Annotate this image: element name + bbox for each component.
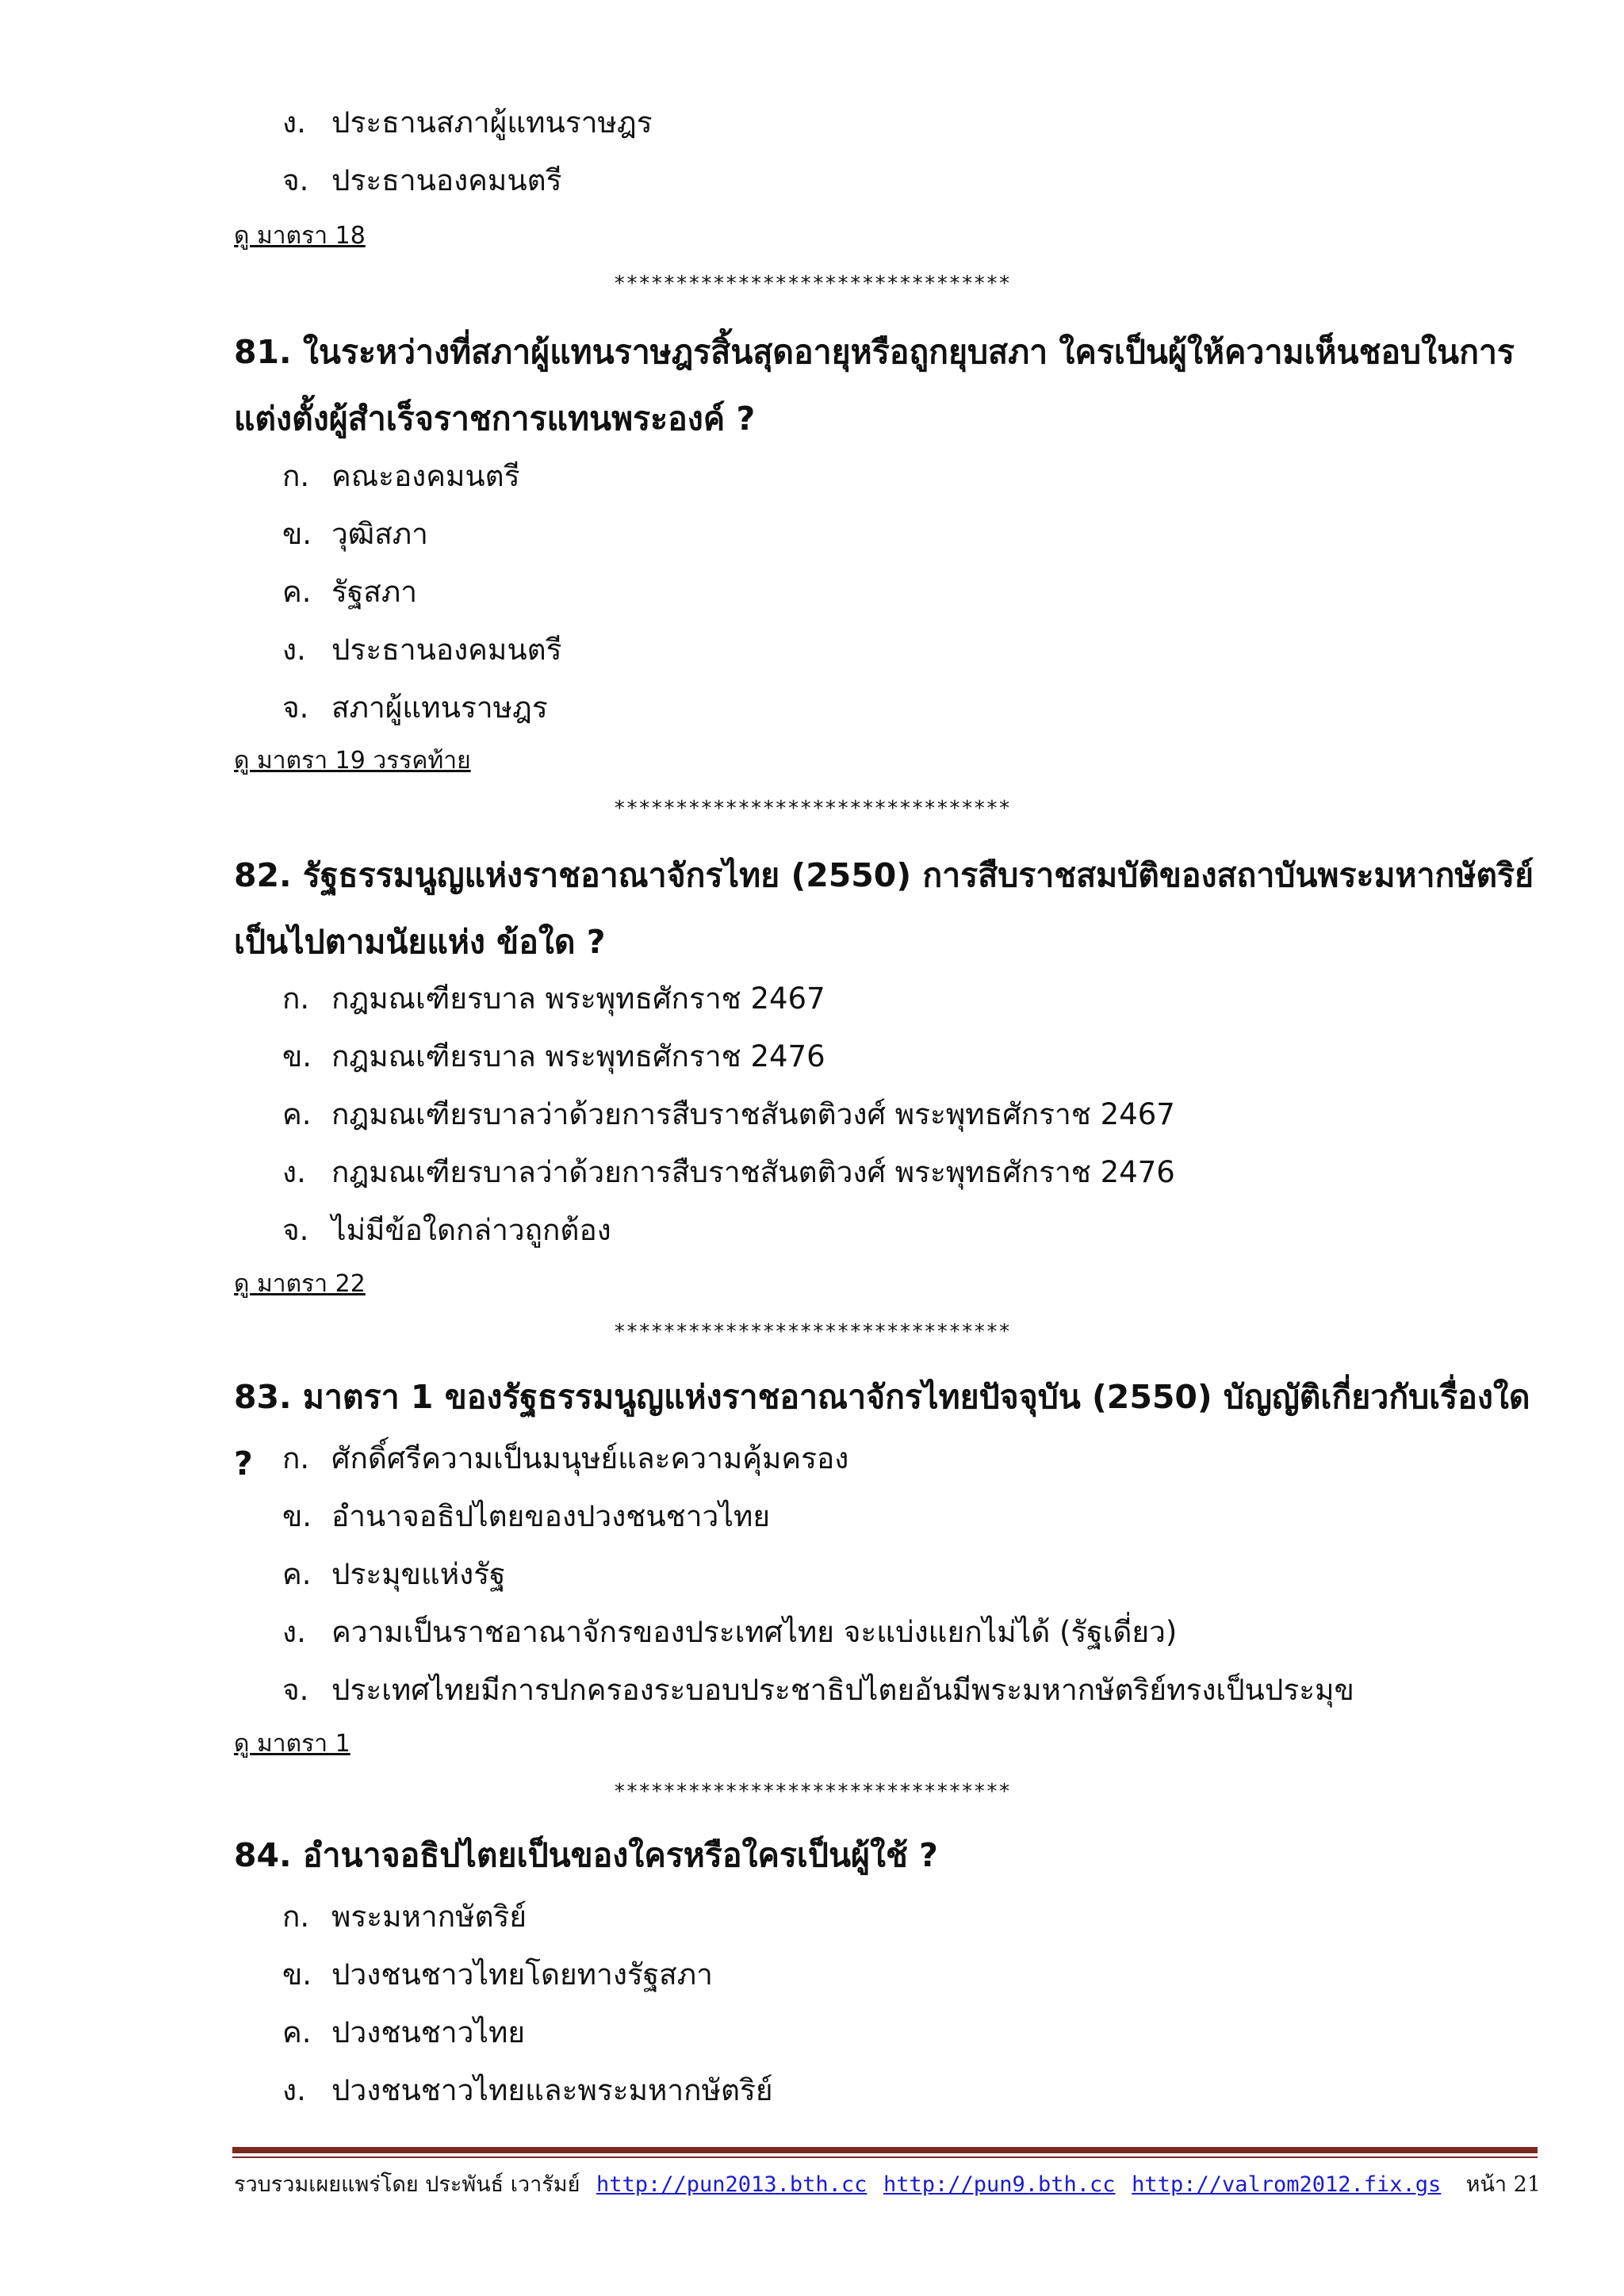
option-text: คณะองคมนตรี (331, 459, 520, 493)
option-text: สภาผู้แทนราษฎร (331, 691, 548, 725)
option-letter: ค. (282, 1097, 312, 1131)
option-83-d (282, 1613, 1177, 1652)
option-text: กฎมณเฑียรบาลว่าด้วยการสืบราชสันตติวงศ์ พระพุทธศักราช 2476 (331, 1155, 1175, 1189)
footer-link-pun2013[interactable]: http://pun2013.bth.cc (596, 2172, 868, 2197)
option-text: กฎมณเฑียรบาล พระพุทธศักราช 2467 (331, 982, 825, 1016)
option-prev-ng (282, 103, 653, 143)
option-text: ปวงชนชาวไทย (331, 2015, 526, 2049)
footer-rule (232, 2147, 1538, 2153)
page-number: หน้า 21 (1465, 2172, 1541, 2197)
option-84-b (282, 1955, 713, 1995)
option-letter: ก. (282, 1900, 310, 1934)
option-letter: ก. (282, 982, 310, 1016)
option-letter: ง. (282, 633, 306, 667)
footer-rule-thin (232, 2156, 1538, 2158)
reference-note: ดู มาตรา 18 (234, 222, 366, 250)
option-text: ปวงชนชาวไทยโดยทางรัฐสภา (331, 1957, 713, 1992)
question-84-title: 84. อำนาจอธิปไตยเป็นของใครหรือใครเป็นผู้ใช้ ? (234, 1836, 938, 1874)
option-letter: ง. (282, 1155, 306, 1189)
option-82-d (282, 1153, 1175, 1192)
option-81-c (282, 572, 417, 612)
separator: ******************************** (613, 272, 1011, 296)
option-letter: ง. (282, 1615, 306, 1649)
reference-note: ดู มาตรา 1 (234, 1730, 350, 1758)
option-81-d (282, 630, 562, 670)
option-text: รัฐสภา (331, 575, 418, 609)
option-letter: ง. (282, 105, 306, 140)
option-text: ไม่มีข้อใดกล่าวถูกต้อง (331, 1213, 611, 1247)
option-letter: ข. (282, 1039, 312, 1073)
option-83-a (282, 1439, 848, 1479)
option-letter: ก. (282, 459, 310, 493)
option-text: วุฒิสภา (331, 517, 428, 551)
option-83-b (282, 1497, 770, 1536)
option-82-a (282, 979, 825, 1019)
footer-link-pun9[interactable]: http://pun9.bth.cc (883, 2172, 1116, 2197)
option-84-a (282, 1897, 527, 1937)
option-84-d (282, 2071, 773, 2110)
option-text: ประธานองคมนตรี (331, 633, 562, 667)
option-81-b (282, 515, 428, 554)
option-letter: ค. (282, 1557, 312, 1591)
option-text: ประธานองคมนตรี (331, 163, 562, 197)
option-letter: ค. (282, 2015, 312, 2049)
option-text: ประมุขแห่งรัฐ (331, 1557, 506, 1591)
option-81-e (282, 688, 548, 728)
option-letter: ข. (282, 1499, 312, 1533)
option-text: ศักดิ์ศรีความเป็นมนุษย์และความคุ้มครอง (331, 1441, 849, 1475)
option-84-c (282, 2013, 525, 2053)
separator: ******************************** (613, 1320, 1011, 1344)
option-letter: จ. (282, 1213, 309, 1247)
page-footer (234, 2171, 1541, 2199)
option-letter: ง. (282, 2073, 306, 2107)
footer-link-valrom2012[interactable]: http://valrom2012.fix.gs (1132, 2172, 1442, 2197)
option-letter: จ. (282, 1673, 309, 1707)
option-text: ปวงชนชาวไทยและพระมหากษัตริย์ (331, 2073, 773, 2107)
question-82-title: 82. รัฐธรรมนูญแห่งราชอาณาจักรไทย (2550) การสืบราชสมบัติของสถาบันพระมหากษัตริย์เป็นไปตามนัยแห่ง ข้อใด ? (234, 856, 1534, 961)
option-text: กฎมณเฑียรบาล พระพุทธศักราช 2476 (331, 1039, 825, 1073)
option-letter: ข. (282, 517, 312, 551)
option-letter: จ. (282, 691, 309, 725)
option-text: ประเทศไทยมีการปกครองระบอบประชาธิปไตยอันมีพระมหากษัตริย์ทรงเป็นประมุข (331, 1673, 1354, 1707)
option-text: กฎมณเฑียรบาลว่าด้วยการสืบราชสันตติวงศ์ พระพุทธศักราช 2467 (331, 1097, 1175, 1131)
option-81-a (282, 457, 520, 496)
question-83-title: 83. มาตรา 1 ของรัฐธรรมนูญแห่งราชอาณาจักรไทยปัจจุบัน (2550) บัญญัติเกี่ยวกับเรื่องใด ? (234, 1378, 1530, 1483)
option-letter: จ. (282, 163, 309, 197)
option-prev-cho (282, 161, 562, 201)
option-82-e (282, 1211, 611, 1250)
option-letter: ข. (282, 1957, 312, 1992)
option-83-e (282, 1670, 1354, 1710)
option-82-c (282, 1095, 1175, 1135)
separator: ******************************** (613, 797, 1011, 821)
question-81-title: 81. ในระหว่างที่สภาผู้แทนราษฎรสิ้นสุดอายุหรือถูกยุบสภา ใครเป็นผู้ให้ความเห็นชอบในการแต่งตั้งผู้สำเร็จราชการแทนพระองค์ ? (234, 333, 1515, 438)
option-83-c (282, 1555, 506, 1594)
reference-note: ดู มาตรา 22 (234, 1270, 366, 1298)
option-text: อำนาจอธิปไตยของปวงชนชาวไทย (331, 1499, 771, 1533)
option-letter: ก. (282, 1441, 310, 1475)
reference-note: ดู มาตรา 19 วรรคท้าย (234, 747, 471, 775)
option-82-b (282, 1037, 825, 1077)
option-text: ความเป็นราชอาณาจักรของประเทศไทย จะแบ่งแยกไม่ได้ (รัฐเดี่ยว) (331, 1615, 1178, 1649)
footer-credit: รวบรวมเผยแพร่โดย ประพันธ์ เวารัมย์ (234, 2172, 580, 2197)
option-text: ประธานสภาผู้แทนราษฎร (331, 105, 653, 140)
option-letter: ค. (282, 575, 312, 609)
separator: ******************************** (613, 1780, 1011, 1804)
option-text: พระมหากษัตริย์ (331, 1900, 527, 1934)
